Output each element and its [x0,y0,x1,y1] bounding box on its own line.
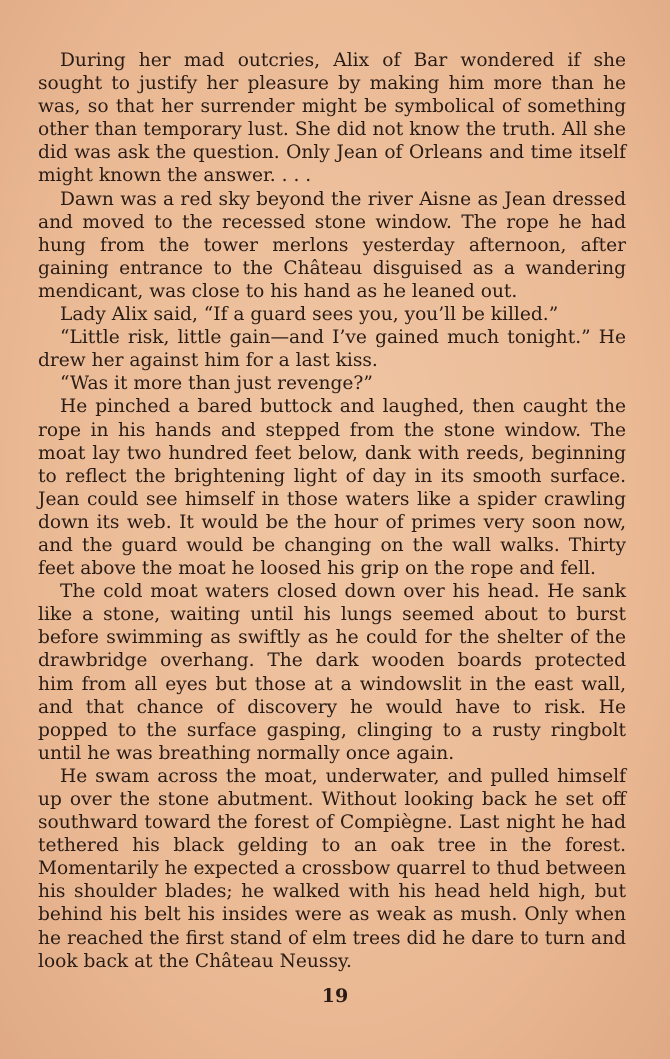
paragraph-8: He swam across the moat, underwater, and pulled himself up over the stone abutment. Without looking back he set off southward toward the forest of Compiègne. Last night he had tethered his black gelding to an oak tree in the forest. Momentarily he expected a crossbow quarrel to thud between his shoulder blades; he walked with his head held high, but behind his belt his insides were as weak as mush. Only when he reached the first stand of elm trees did he dare to turn and look back at the Château Neussy. [38,765,626,972]
paragraph-3: Lady Alix said, “If a guard sees you, you’ll be killed.” [60,304,559,326]
paragraph-1: During her mad outcries, Alix of Bar wondered if she sought to justify her pleasure by making him more than he was, so that her surrender might be symbolical of something other than temporary lust. She did not know the truth. All she did was ask the question. Only Jean of Orleans and time itself might known the answer. . . . [38,50,626,187]
page-number: 19 [321,985,349,1007]
paragraph-2: Dawn was a red sky beyond the river Aisne as Jean dressed and moved to the recessed stone window. The rope he had hung from the tower merlons yesterday afternoon, after gaining entrance to the Château disguised as a wandering mendicant, was close to his hand as he leaned out. [38,188,626,302]
paragraph-6: He pinched a bared buttock and laughed, then caught the rope in his hands and stepped from the stone window. The moat lay two hundred feet below, dank with reeds, beginning to reflect the brightening light of day in its smooth surface. Jean could see himself in those waters like a spider crawling down its web. It would be the hour of primes very soon now, and the guard would be changing on the wall walks. Thirty feet above the moat he loosed his grip on the rope and fell. [38,396,626,580]
paragraph-4: “Little risk, little gain—and I’ve gained much tonight.” He drew her against him for a last kiss. [38,327,626,372]
paragraph-5: “Was it more than just revenge?” [60,373,373,395]
body-text [38,49,626,973]
paragraph-7: The cold moat waters closed down over his head. He sank like a stone, waiting until his lungs seemed about to burst before swimming as swiftly as he could for the shelter of the drawbridge overhang. The dark wooden boards protected him from all eyes but those at a windowslit in the east wall, and that chance of discovery he would have to risk. He popped to the surface gasping, clinging to a rusty ringbolt until he was breathing normally once again. [38,581,626,764]
